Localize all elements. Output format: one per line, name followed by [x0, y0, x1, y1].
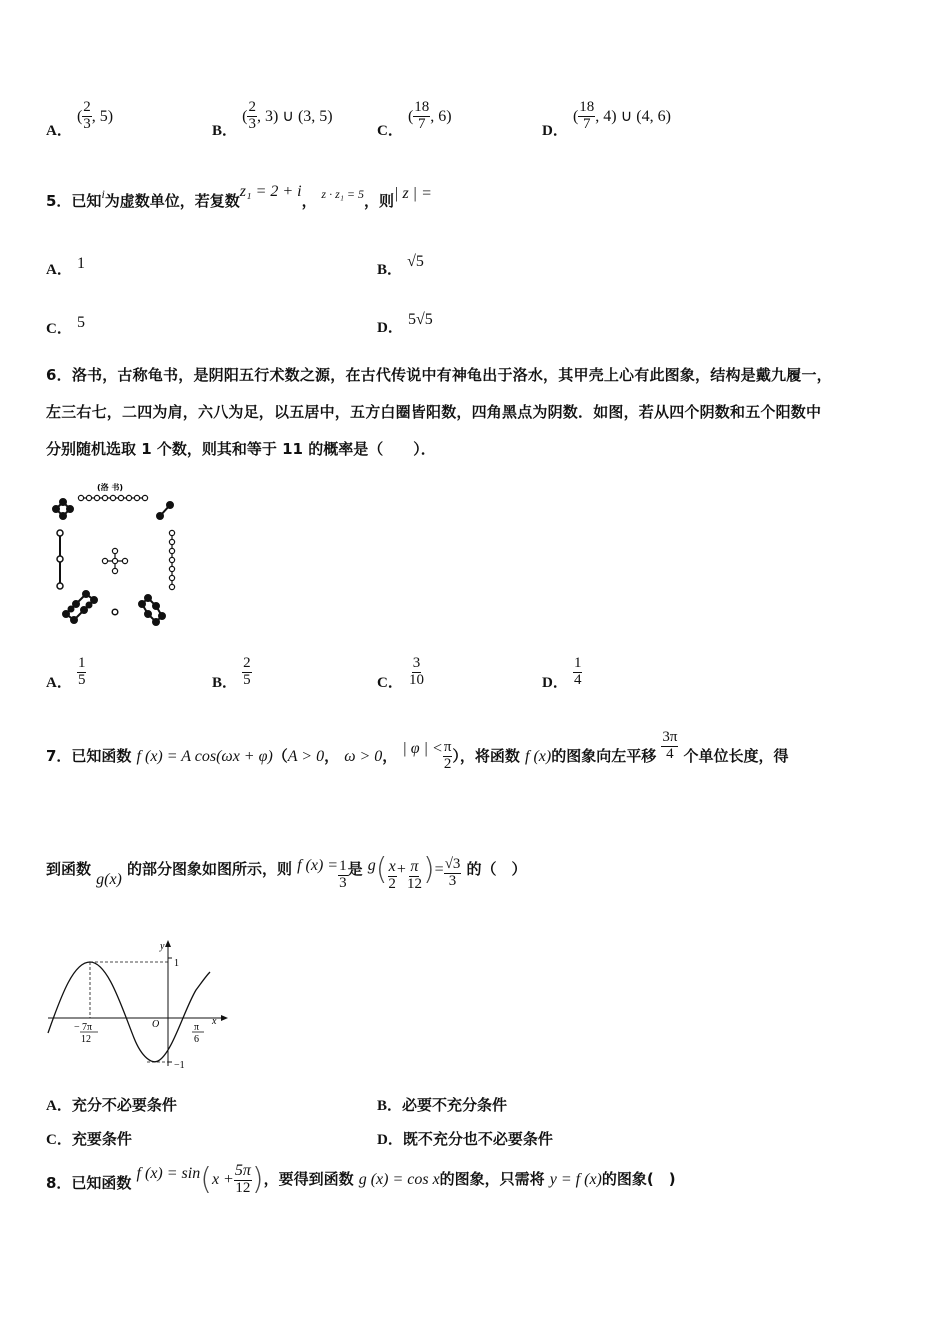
q5-prefix: 5．已知 [46, 192, 102, 210]
paren: ( [76, 107, 83, 125]
cosine-curve [48, 962, 210, 1062]
option-label: B． [377, 262, 403, 278]
option-value: 1 [76, 255, 85, 272]
q7-fx: f (x) [525, 747, 552, 765]
q5-option-b[interactable] [377, 250, 424, 278]
interval-rest: , 6) [430, 107, 452, 125]
q7-function: f (x) = A cos(ωx + φ) [136, 747, 273, 765]
q4-option-a[interactable] [46, 99, 114, 139]
q6-option-c[interactable] [377, 656, 425, 689]
q8-mid: ，要得到函数 [263, 1170, 354, 1188]
q6-option-a[interactable] [46, 656, 86, 689]
fraction: $\frac{√3}{3}$ [444, 856, 461, 889]
q6-line-1: 6．洛书，古称龟书，是阴阳五行术数之源，在古代传说中有神龟出于洛水，其甲壳上心有此图象，结构是戴九履一， [46, 366, 832, 384]
luoshu-five [102, 548, 127, 573]
q4-option-d[interactable] [542, 99, 671, 139]
fraction: $\frac{1}{4}$ [573, 655, 582, 688]
q8-function: f (x) = sin [136, 1165, 201, 1182]
q5-then: ，则 [364, 192, 395, 210]
q7-line2-prefix: 到函数 [46, 860, 92, 878]
fraction: $\frac{5\pi}{12}$ [234, 1161, 251, 1196]
luoshu-one [112, 609, 118, 615]
q7-graph [44, 938, 234, 1073]
q7-paren: （ [272, 746, 288, 765]
left-paren: ( [200, 1162, 212, 1197]
q7-line-2 [46, 852, 527, 892]
option-label: B． [212, 674, 238, 691]
q7-gx: g(x) [96, 871, 122, 888]
q7-option-d[interactable] [377, 1128, 553, 1149]
option-label: D． [542, 122, 568, 139]
q6-option-b[interactable] [212, 656, 252, 689]
right-paren: ) [422, 852, 435, 887]
left-tick-den: 12 [81, 1034, 91, 1045]
left-tick-num: 7π [82, 1022, 93, 1033]
right-tick-den: 6 [194, 1034, 199, 1045]
q8-y: y = f (x) [549, 1171, 602, 1188]
q6-line-2: 左三右七，二四为肩，六八为足，以五居中，五方白圈皆阳数，四角黑点为阴数．如图，若从四个阴数和五个阳数中 [46, 403, 822, 421]
x-axis-label: x [212, 1016, 217, 1027]
q5-i: i [101, 187, 105, 201]
q7-tail: 个单位长度，得 [683, 746, 789, 765]
interval-rest: , 4) ∪ (4, 6) [595, 107, 671, 125]
q8-gx: g (x) = cos x [358, 1171, 440, 1188]
luoshu-seven [169, 530, 174, 589]
luoshu-three [57, 530, 63, 589]
option-label: B． [377, 1098, 403, 1114]
y-axis-label: y [160, 941, 165, 952]
option-label: C． [46, 1132, 72, 1148]
fraction: $\frac{\pi}{12}$ [406, 857, 422, 892]
q5-sep: ， [301, 192, 317, 210]
q8-x-plus: x + [211, 1171, 234, 1188]
q7-line-1 [46, 729, 789, 773]
fraction: $\frac{x}{2}$ [388, 857, 396, 892]
bottom-value-label: −1 [174, 1060, 185, 1071]
q6-option-d[interactable] [542, 656, 582, 689]
comma: ， [324, 746, 340, 765]
q7-prefix: 7．已知函数 [46, 746, 132, 765]
q7-shift-text: 的图象向左平移 [551, 746, 657, 765]
luoshu-two [157, 502, 173, 519]
option-label: A． [46, 1098, 72, 1114]
option-text: 充分不必要条件 [71, 1096, 177, 1114]
q8-end: 的图象( ) [601, 1170, 676, 1188]
left-tick-sign: − [74, 1022, 80, 1033]
option-label: B． [212, 122, 238, 139]
q7-fx-eq: f (x) = [297, 857, 339, 874]
left-paren: ( [375, 852, 388, 887]
q4-option-b[interactable] [212, 99, 333, 139]
option-text: 必要不充分条件 [402, 1096, 508, 1114]
option-label: C． [377, 122, 403, 139]
equals: = [434, 861, 444, 878]
q7-after: ），将函数 [452, 746, 520, 765]
q8-mid2: 的图象，只需将 [439, 1170, 545, 1188]
luoshu-eight [63, 591, 97, 623]
fraction: $\frac{18}{7}$ [579, 99, 595, 132]
luoshu-four [53, 499, 73, 519]
fraction: $\frac{\pi}{2}$ [443, 739, 452, 772]
paren: ( [242, 107, 248, 125]
fraction: $\frac{3\pi}{4}$ [662, 729, 678, 762]
fraction: $\frac{18}{7}$ [414, 99, 430, 132]
q5-abs: | z | = [394, 185, 432, 202]
luoshu-figure [48, 478, 188, 628]
option-label: A． [46, 262, 72, 278]
interval-rest: , 3) ∪ (3, 5) [256, 107, 333, 125]
q7-g: g [367, 857, 376, 874]
option-text: 充要条件 [71, 1130, 132, 1148]
q7-option-c[interactable] [46, 1128, 132, 1149]
right-tick-num: π [194, 1022, 200, 1033]
fraction: $\frac{2}{3}$ [248, 99, 256, 132]
q5-condition: z · z₁ = 5 [321, 187, 365, 201]
plus: + [396, 861, 406, 878]
q5-option-c[interactable] [46, 311, 85, 337]
option-label: C． [377, 674, 403, 691]
comma: ， [382, 746, 398, 765]
q6-line-3: 分别随机选取 1 个数，则其和等于 11 的概率是（ ）． [46, 440, 436, 458]
q5-option-d[interactable] [377, 308, 433, 336]
q4-option-c[interactable] [377, 99, 452, 139]
luoshu-title: (洛 书) [96, 483, 124, 492]
q5-stem [46, 183, 432, 211]
fraction: $\frac{2}{5}$ [243, 655, 251, 688]
q7-end: 的（ ） [466, 860, 527, 878]
fraction: $\frac{2}{3}$ [83, 99, 91, 132]
q7-line2-mid: 的部分图象如图所示，则 [126, 860, 292, 878]
q7-phi-cond: | φ | < [402, 739, 443, 757]
q7-a-cond: A > 0 [287, 747, 325, 765]
paren: ( [407, 107, 414, 125]
option-label: C． [46, 321, 72, 337]
origin-label: O [152, 1019, 160, 1030]
option-label: D． [542, 674, 568, 691]
q7-w-cond: ω > 0 [344, 747, 383, 765]
q7-option-b[interactable] [377, 1094, 507, 1115]
q7-option-a[interactable] [46, 1094, 177, 1115]
interval-rest: , 5) [91, 107, 114, 125]
q5-option-a[interactable] [46, 252, 85, 278]
option-label: D． [377, 1132, 403, 1148]
option-value: 5√5 [407, 311, 433, 328]
top-value-label: 1 [174, 958, 179, 969]
option-label: A． [46, 122, 72, 139]
option-value: √5 [407, 253, 424, 270]
q8-stem [46, 1162, 676, 1197]
luoshu-six [139, 595, 165, 625]
option-value: 5 [76, 314, 85, 331]
q5-z1: z₁ = 2 + i [239, 183, 302, 200]
luoshu-nine [78, 495, 148, 500]
fraction: $\frac{3}{10}$ [408, 655, 424, 688]
q5-mid: 为虚数单位，若复数 [104, 192, 240, 210]
right-paren: ) [251, 1162, 264, 1197]
fraction: $\frac{1}{3}$ [339, 858, 347, 891]
option-label: D． [377, 320, 403, 336]
q7-is: 是 [347, 860, 363, 878]
q8-prefix: 8．已知函数 [46, 1174, 132, 1192]
option-label: A． [46, 674, 72, 691]
paren: ( [572, 107, 579, 125]
fraction: $\frac{1}{5}$ [77, 655, 86, 688]
option-text: 既不充分也不必要条件 [402, 1130, 553, 1148]
